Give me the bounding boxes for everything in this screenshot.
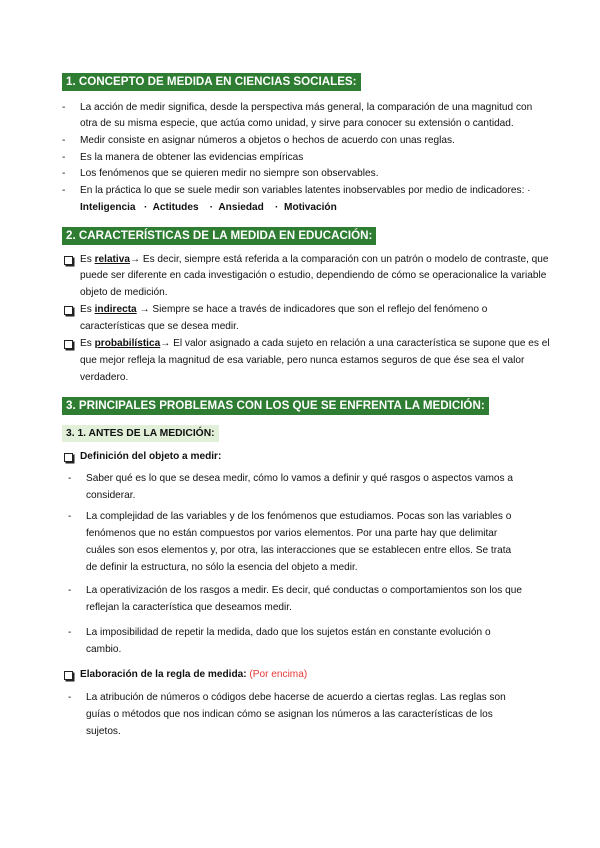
def-item-4-line-2: cambio. [86, 644, 122, 655]
s2-item-relativa-line-2: puede ser diferente en cada investigación o estudio, dependiendo de cómo se operacionalice la variable [80, 270, 547, 281]
term-indirecta: indirecta [94, 304, 137, 315]
definition-title: Definición del objeto a medir: [80, 451, 222, 462]
term-relativa: relativa [94, 254, 130, 265]
bullet-dash: - [68, 627, 72, 638]
s1-item-5: En la práctica lo que se suele medir son variables latentes inobservables por medio de indicadores: · [80, 185, 531, 196]
rule-item-1-line-2: guías o métodos que nos indican cómo se asignan los números a las características de los [86, 709, 493, 720]
def-item-2-line-3: cuáles son esos elementos y, por otra, las interacciones que se establecen entre ellos. Se trata [86, 545, 512, 556]
bullet-dash: - [62, 102, 66, 113]
s2-item-probabilistica-line-1: Es probabilística→ El valor asignado a cada sujeto en relación a una característica se supone que es el [80, 338, 550, 349]
def-item-4-line-1: La imposibilidad de repetir la medida, dado que los sujetos están en constante evolución o [86, 627, 491, 638]
bullet-dash: - [62, 135, 66, 146]
bullet-dash: - [68, 585, 72, 596]
indicator-motivacion: Motivación [284, 202, 337, 213]
indicator-separator: · [143, 202, 148, 213]
s1-item-4: Los fenómenos que se quieren medir no siempre son observables. [80, 168, 379, 179]
def-item-2-line-4: de definir la estructura, no sólo la esencia del objeto a medir. [86, 562, 358, 573]
section-3-title: 3. PRINCIPALES PROBLEMAS CON LOS QUE SE ENFRENTA LA MEDICIÓN: [62, 397, 489, 415]
rule-title: Elaboración de la regla de medida: [80, 669, 247, 680]
s2-item-indirecta-line-2: características que se desea medir. [80, 321, 239, 332]
def-item-2-line-2: fenómenos que no están compuestos por varios elementos. Por una parte hay que delimitar [86, 528, 498, 539]
term-probabilistica: probabilística [94, 338, 161, 349]
bullet-dash: - [62, 168, 66, 179]
def-item-2-line-1: La complejidad de las variables y de los fenómenos que estudiamos. Pocas son las variables o [86, 511, 512, 522]
def-item-1-line-2: considerar. [86, 490, 136, 501]
indicator-ansiedad: Ansiedad [218, 202, 264, 213]
section-2-title: 2. CARACTERÍSTICAS DE LA MEDIDA EN EDUCACIÓN: [62, 227, 376, 245]
s2-item-indirecta-line-1: Es indirecta → Siempre se hace a través de indicadores que son el reflejo del fenómeno o [80, 304, 488, 315]
def-item-3-line-2: reflejan la característica que deseamos medir. [86, 602, 292, 613]
bullet-dash: - [62, 152, 66, 163]
def-item-3-line-1: La operativización de los rasgos a medir. Es decir, qué conductas o comportamientos son los que [86, 585, 522, 596]
section-1-title: 1. CONCEPTO DE MEDIDA EN CIENCIAS SOCIALES: [62, 73, 361, 91]
bullet-dash: - [62, 185, 66, 196]
indicator-inteligencia: Inteligencia [80, 202, 136, 213]
s1-item-2: Medir consiste en asignar números a objetos o hechos de acuerdo con unas reglas. [80, 135, 455, 146]
rule-item-1-line-1: La atribución de números o códigos debe hacerse de acuerdo a ciertas reglas. Las reglas son [86, 692, 506, 703]
bullet-dash: - [68, 511, 72, 522]
checkbox-bullet-icon [64, 256, 73, 265]
def-item-1-line-1: Saber qué es lo que se desea medir, cómo lo vamos a definir y qué rasgos o aspectos vamos a [86, 473, 513, 484]
s2-item-relativa-line-1: Es relativa→ Es decir, siempre está referida a la comparación con un patrón o modelo de contraste, que [80, 254, 549, 265]
s2-item-probabilistica-line-3: verdadero. [80, 372, 129, 383]
bullet-dash: - [68, 692, 72, 703]
indicator-actitudes: Actitudes [152, 202, 199, 213]
checkbox-bullet-icon [64, 671, 73, 680]
checkbox-bullet-icon [64, 453, 73, 462]
checkbox-bullet-icon [64, 306, 73, 315]
indicator-separator: · [275, 202, 279, 213]
s2-item-probabilistica-line-2: que mejor refleja la magnitud de esa variable, pero nunca estamos seguros de que ése sea el valor [80, 355, 525, 366]
s1-item-3: Es la manera de obtener las evidencias empíricas [80, 152, 304, 163]
section-3-1-title: 3. 1. ANTES DE LA MEDICIÓN: [62, 425, 219, 442]
s2-item-relativa-line-3: objeto de medición. [80, 287, 168, 298]
indicators-list [80, 201, 337, 214]
bullet-dash: - [68, 473, 72, 484]
rule-note: (Por encima) [249, 669, 308, 680]
indicator-separator: · [209, 202, 214, 213]
checkbox-bullet-icon [64, 340, 73, 349]
s1-item-1-line-2: otra de su misma especie, que actúa como unidad, y sirve para conocer su extensión o cantidad. [80, 118, 514, 129]
s1-item-1-line-1: La acción de medir significa, desde la perspectiva más general, la comparación de una magnitud con [80, 102, 533, 113]
rule-item-1-line-3: sujetos. [86, 726, 121, 737]
rule-heading [80, 668, 307, 681]
